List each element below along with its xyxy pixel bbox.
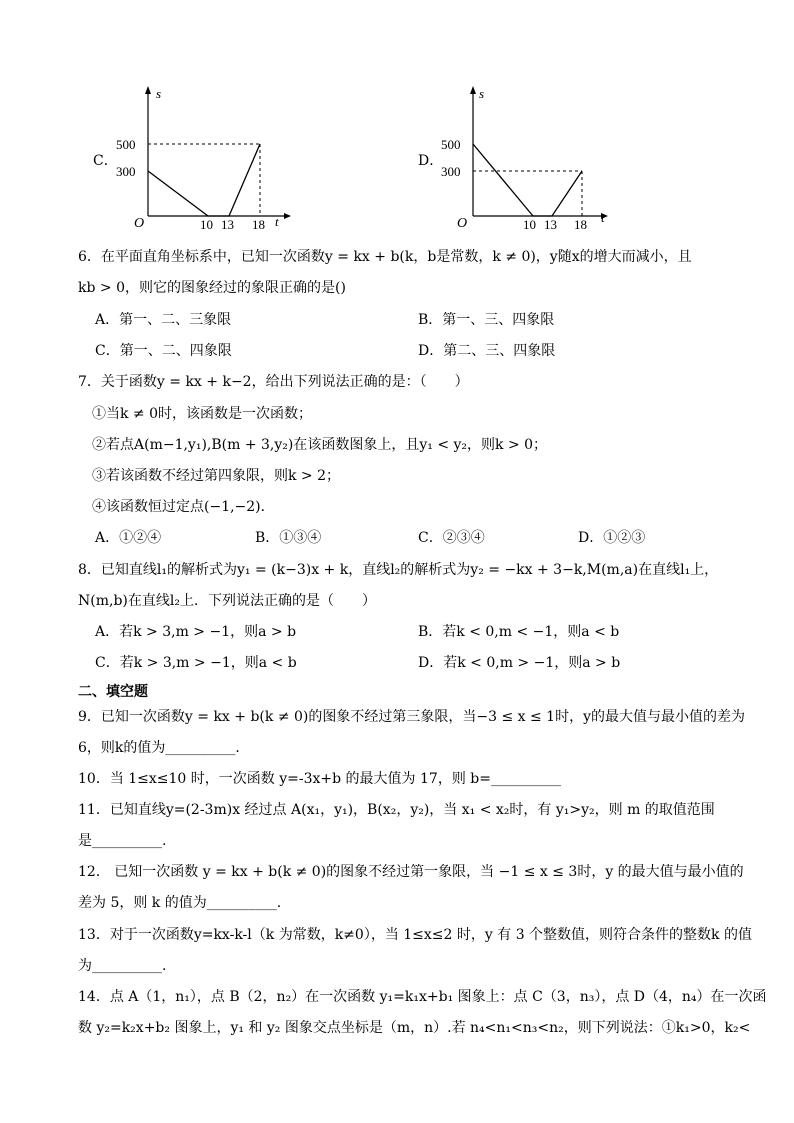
tick-18: 18 (252, 217, 265, 232)
t-label: t (275, 214, 279, 229)
y-axis-arrow (470, 86, 476, 94)
q12-line1: 12． 已知一次函数 y = kx + b(k ≠ 0)的图象不经过第一象限，当 −1 ≤ x ≤ 3时，y 的最大值与最小值的 (78, 864, 744, 880)
q7-item-1: ①当k ≠ 0时，该函数是一次函数； (92, 406, 313, 422)
q13-line2: 为__________. (78, 958, 167, 974)
tick-10: 10 (200, 217, 213, 232)
q9-line1: 9．已知一次函数y = kx + b(k ≠ 0)的图象不经过第三象限，当−3 ≤ x ≤ 1时，y的最大值与最小值的差为 (78, 709, 745, 725)
graph-c-line (148, 144, 260, 216)
graph-d (437, 84, 617, 234)
graph-c (112, 84, 292, 234)
q6-option-b[interactable]: B．第一、三、四象限 (418, 312, 555, 328)
q14-line1: 14．点 A（1，n₁），点 B（2，n₂）在一次函数 y₁=k₁x+b₁ 图象上：点 C（3，n₃），点 D（4，n₄）在一次函 (78, 989, 767, 1005)
q7-item-3: ③若该函数不经过第四象限，则k > 2； (92, 468, 341, 484)
tick-13: 13 (544, 217, 557, 232)
q8-option-b[interactable]: B．若k < 0,m < −1，则a < b (418, 624, 620, 640)
tick-500: 500 (116, 137, 136, 152)
option-c-label: C． (93, 153, 118, 169)
graph-d-line (473, 144, 582, 216)
q11-line1: 11．已知直线y=(2-3m)x 经过点 A(x₁，y₁)，B(x₂，y₂)，当 x₁ < x₂时，有 y₁>y₂，则 m 的取值范围 (78, 802, 715, 818)
section-heading: 二、填空题 (78, 684, 148, 700)
tick-18: 18 (574, 217, 587, 232)
tick-300: 300 (441, 164, 461, 179)
q8-line1: 8．已知直线l₁的解析式为y₁ = (k−3)x + k，直线l₂的解析式为y₂ = −kx + 3−k,M(m,a)在直线l₁上， (78, 562, 719, 578)
q7-item-2: ②若点A(m−1,y₁),B(m + 3,y₂)在该函数图象上，且y₁ < y₂，则k > 0； (92, 437, 548, 453)
q14-line2: 数 y₂=k₂x+b₂ 图象上，y₁ 和 y₂ 图象交点坐标是（m，n）.若 n₄<n₁<n₃<n₂，则下列说法：①k₁>0，k₂< (78, 1020, 751, 1036)
q11-line2: 是__________. (78, 833, 167, 849)
q8-option-c[interactable]: C．若k > 3,m > −1，则a < b (95, 655, 297, 671)
tick-13: 13 (221, 217, 234, 232)
q7-option-a[interactable]: A．①②④ (95, 530, 162, 546)
t-label: t (601, 210, 605, 225)
q8-line2: N(m,b)在直线l₂上．下列说法正确的是（ ） (78, 593, 376, 609)
q8-option-a[interactable]: A．若k > 3,m > −1，则a > b (95, 624, 297, 640)
q12-line2: 差为 5，则 k 的值为__________. (78, 895, 282, 911)
q7-item-4: ④该函数恒过定点(−1,−2)． (92, 499, 275, 515)
q7-option-c[interactable]: C．②③④ (418, 530, 485, 546)
s-label: s (156, 86, 162, 101)
option-d-label: D． (418, 153, 444, 169)
q13-line1: 13．对于一次函数y=kx-k-l（k 为常数，k≠0），当 1≤x≤2 时，y 有 3 个整数值，则符合条件的整数k 的值 (78, 927, 752, 943)
x-axis-arrow (284, 213, 291, 219)
tick-300: 300 (116, 164, 136, 179)
q8-option-d[interactable]: D．若k < 0,m > −1，则a > b (418, 655, 621, 671)
q6-line2: kb > 0，则它的图象经过的象限正确的是() (78, 280, 346, 296)
q6-line1: 6．在平面直角坐标系中，已知一次函数y = kx + b(k，b是常数，k ≠ 0)，y随x的增大而减小，且 (78, 249, 692, 265)
q6-option-a[interactable]: A．第一、二、三象限 (95, 312, 232, 328)
tick-10: 10 (523, 217, 536, 232)
q7-option-d[interactable]: D．①②③ (578, 530, 646, 546)
origin-label: O (134, 216, 145, 231)
y-axis-arrow (145, 86, 151, 94)
q6-option-d[interactable]: D．第二、三、四象限 (418, 343, 556, 359)
q7-option-b[interactable]: B．①③④ (255, 530, 322, 546)
q6-option-c[interactable]: C．第一、二、四象限 (95, 343, 232, 359)
tick-500: 500 (441, 137, 461, 152)
origin-label: O (457, 216, 468, 231)
q9-line2: 6，则k的值为__________． (78, 740, 250, 756)
s-label: s (479, 86, 485, 101)
q10-line: 10．当 1≤x≤10 时，一次函数 y=-3x+b 的最大值为 17，则 b=__________ (78, 771, 561, 787)
q7-stem: 7．关于函数y = kx + k−2，给出下列说法正确的是：（ ） (78, 374, 469, 390)
